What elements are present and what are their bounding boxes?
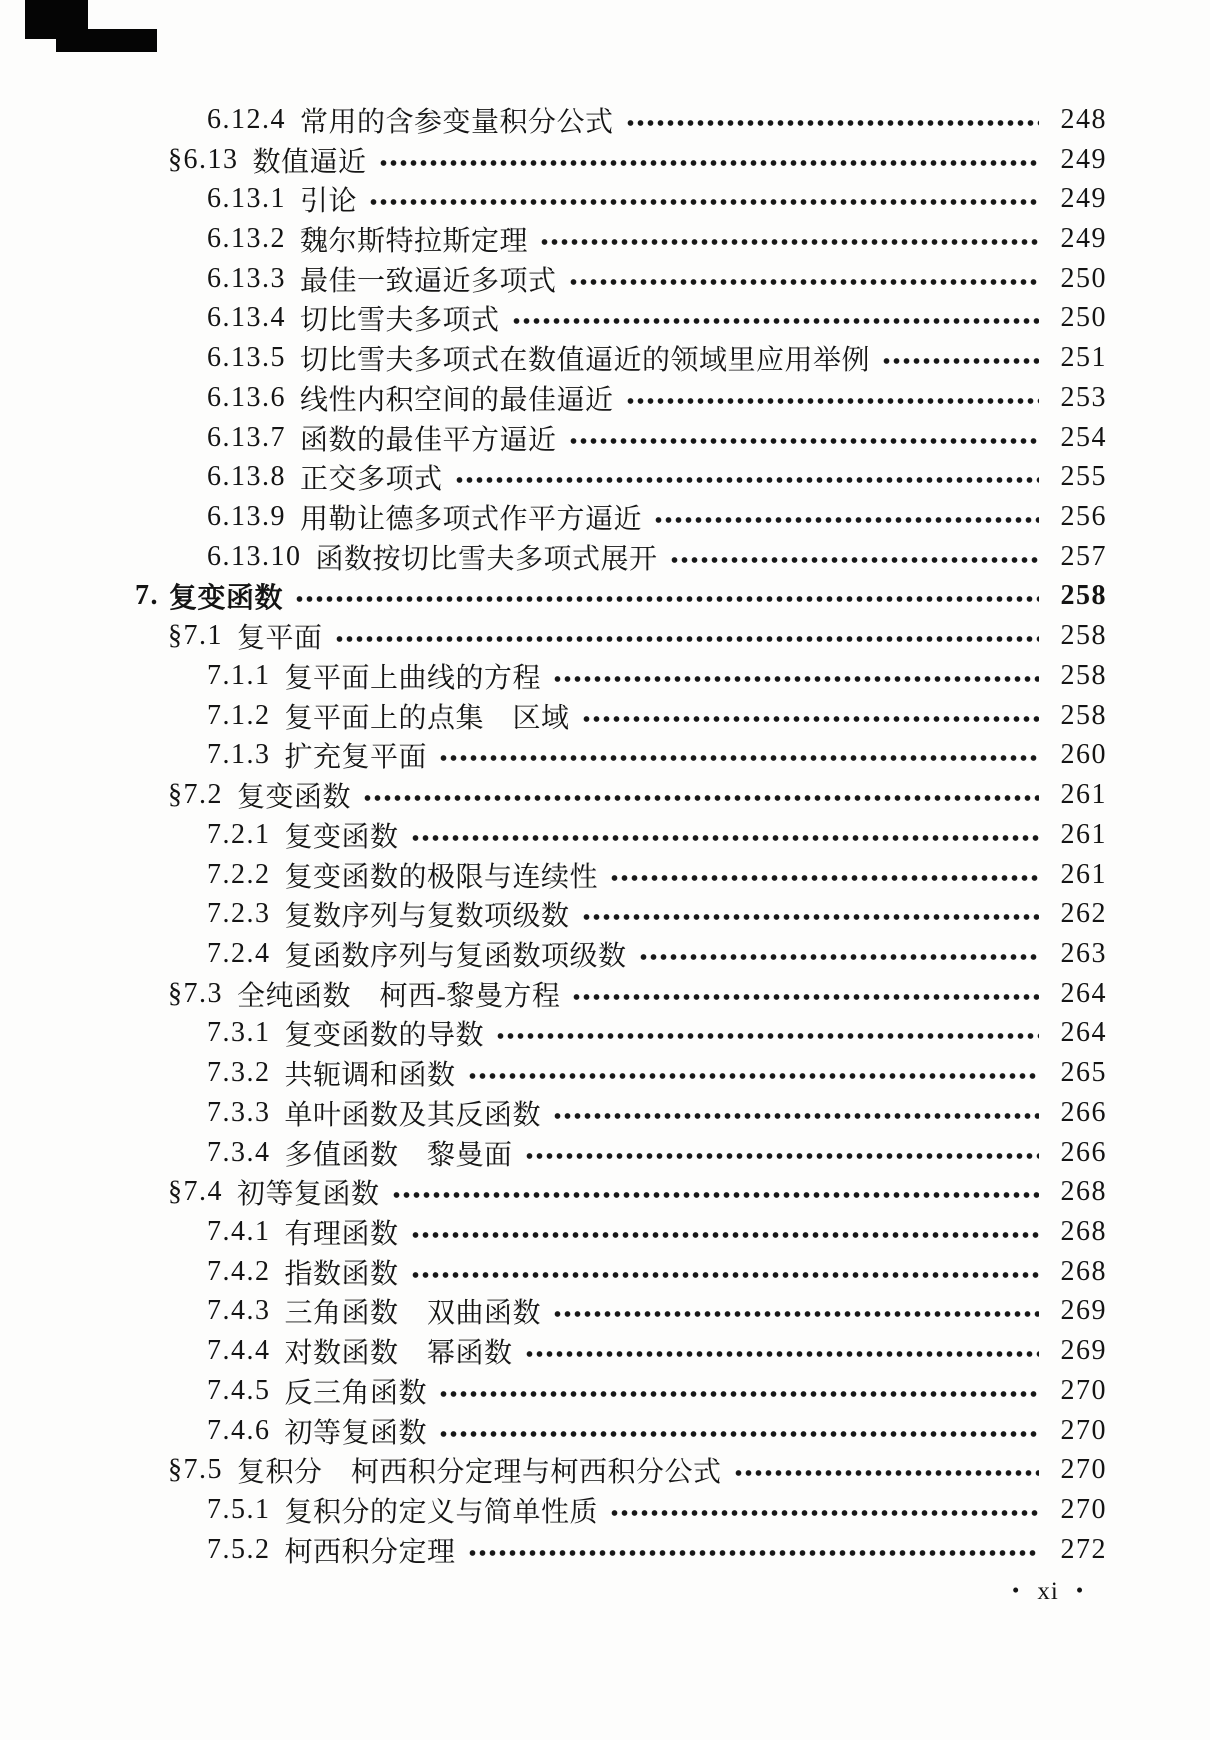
entry-number: 7.5.1 bbox=[207, 1494, 271, 1526]
entry-number: 7.4.2 bbox=[207, 1255, 271, 1287]
entry-title: 数值逼近 bbox=[252, 146, 367, 178]
entry-title: 三角函数 双曲函数 bbox=[284, 1298, 542, 1330]
entry-page: 250 bbox=[1060, 302, 1107, 334]
entry-title: 复函数序列与复函数项级数 bbox=[284, 940, 627, 972]
entry-page: 249 bbox=[1060, 223, 1107, 255]
entry-title: 多值函数 黎曼面 bbox=[284, 1139, 513, 1171]
toc-entry bbox=[135, 616, 1107, 656]
entry-title: 复平面上的点集 区域 bbox=[284, 702, 570, 734]
dot-leader bbox=[411, 1231, 1039, 1239]
entry-number: 7.5.2 bbox=[207, 1533, 271, 1565]
entry-number: 7.1.3 bbox=[207, 739, 271, 771]
entry-title: 扩充复平面 bbox=[284, 742, 428, 774]
entry-number: 7.1.1 bbox=[207, 659, 271, 691]
entry-title: 复变函数 bbox=[169, 583, 284, 615]
entry-number: 6.13.5 bbox=[207, 342, 286, 374]
entry-number: 7.2.2 bbox=[207, 858, 271, 890]
toc-entry bbox=[135, 1053, 1107, 1093]
entry-page: 263 bbox=[1060, 937, 1107, 969]
dot-leader bbox=[525, 1350, 1039, 1358]
dot-leader bbox=[392, 1191, 1039, 1199]
toc-entry bbox=[135, 815, 1107, 855]
entry-title: 复变函数 bbox=[284, 821, 399, 853]
toc-entry bbox=[135, 100, 1107, 140]
dot-leader bbox=[439, 1390, 1039, 1398]
toc-entry bbox=[135, 1212, 1107, 1252]
entry-title: 初等复函数 bbox=[237, 1179, 380, 1211]
entry-number: 6.13.4 bbox=[207, 302, 286, 334]
dot-leader bbox=[626, 397, 1039, 405]
dot-leader bbox=[610, 1509, 1039, 1517]
toc-entry bbox=[135, 1252, 1107, 1292]
dot-leader bbox=[639, 953, 1039, 961]
toc-entry bbox=[135, 457, 1107, 497]
entry-number: §7.1 bbox=[168, 620, 223, 652]
toc-entry bbox=[135, 1530, 1107, 1570]
dot-leader bbox=[626, 119, 1039, 127]
footer-bullet-right-icon: • bbox=[1075, 1577, 1085, 1602]
entry-page: 256 bbox=[1060, 501, 1107, 533]
entry-title: 共轭调和函数 bbox=[284, 1060, 456, 1092]
entry-page: 261 bbox=[1060, 779, 1107, 811]
entry-number: 7.2.3 bbox=[207, 898, 271, 930]
entry-number: 7.3.4 bbox=[207, 1136, 271, 1168]
toc-entry bbox=[135, 1014, 1107, 1054]
entry-number: 7. bbox=[135, 580, 159, 612]
toc-entry bbox=[135, 1133, 1107, 1173]
entry-number: 7.4.5 bbox=[207, 1374, 271, 1406]
entry-number: 6.13.8 bbox=[207, 461, 286, 493]
dot-leader bbox=[439, 754, 1039, 762]
entry-number: 6.13.7 bbox=[207, 421, 286, 453]
dot-leader bbox=[540, 238, 1039, 246]
entry-title: 单叶函数及其反函数 bbox=[284, 1099, 542, 1131]
entry-title: 用勒让德多项式作平方逼近 bbox=[300, 504, 643, 536]
entry-title: 引论 bbox=[300, 186, 358, 218]
entry-number: 6.12.4 bbox=[207, 103, 286, 135]
entry-title: 魏尔斯特拉斯定理 bbox=[300, 226, 529, 258]
toc-entry bbox=[135, 219, 1107, 259]
entry-title: 最佳一致逼近多项式 bbox=[300, 265, 557, 297]
entry-number: 7.4.3 bbox=[207, 1295, 271, 1327]
entry-page: 249 bbox=[1060, 143, 1107, 175]
dot-leader bbox=[363, 794, 1039, 802]
entry-page: 270 bbox=[1060, 1414, 1107, 1446]
entry-title: 常用的含参变量积分公式 bbox=[300, 106, 614, 138]
entry-number: 7.2.1 bbox=[207, 818, 271, 850]
dot-leader bbox=[670, 556, 1039, 564]
toc-entry bbox=[135, 497, 1107, 537]
toc-entry bbox=[135, 418, 1107, 458]
entry-page: 262 bbox=[1060, 898, 1107, 930]
entry-page: 249 bbox=[1060, 183, 1107, 215]
dot-leader bbox=[468, 1072, 1039, 1080]
toc-entry bbox=[135, 855, 1107, 895]
toc-entry bbox=[135, 775, 1107, 815]
entry-page: 272 bbox=[1060, 1533, 1107, 1565]
toc-entry bbox=[135, 1331, 1107, 1371]
toc-entry bbox=[135, 934, 1107, 974]
entry-page: 269 bbox=[1060, 1295, 1107, 1327]
dot-leader bbox=[455, 476, 1039, 484]
entry-title: 复平面上曲线的方程 bbox=[284, 662, 542, 694]
entry-number: 6.13.1 bbox=[207, 183, 286, 215]
page-footer bbox=[1012, 1578, 1084, 1606]
entry-title: 复变函数的极限与连续性 bbox=[284, 861, 599, 893]
toc-entry bbox=[135, 259, 1107, 299]
entry-title: 柯西积分定理 bbox=[284, 1536, 456, 1568]
dot-leader bbox=[553, 1310, 1039, 1318]
entry-number: 7.4.4 bbox=[207, 1335, 271, 1367]
toc-entry bbox=[135, 577, 1107, 617]
entry-title: 初等复函数 bbox=[284, 1417, 428, 1449]
entry-number: 6.13.6 bbox=[207, 381, 286, 413]
entry-number: 7.3.2 bbox=[207, 1057, 271, 1089]
entry-page: 264 bbox=[1060, 1017, 1107, 1049]
entry-page: 270 bbox=[1060, 1494, 1107, 1526]
entry-number: 7.4.6 bbox=[207, 1414, 271, 1446]
entry-title: 有理函数 bbox=[284, 1218, 399, 1250]
entry-number: 6.13.3 bbox=[207, 262, 286, 294]
entry-page: 268 bbox=[1060, 1176, 1107, 1208]
entry-number: 7.3.3 bbox=[207, 1096, 271, 1128]
entry-number: 6.13.9 bbox=[207, 501, 286, 533]
entry-title: 复积分的定义与简单性质 bbox=[284, 1497, 599, 1529]
entry-page: 266 bbox=[1060, 1136, 1107, 1168]
entry-page: 258 bbox=[1060, 699, 1107, 731]
entry-page: 260 bbox=[1060, 739, 1107, 771]
entry-page: 261 bbox=[1060, 818, 1107, 850]
dot-leader bbox=[882, 357, 1039, 365]
dot-leader bbox=[569, 278, 1039, 286]
dot-leader bbox=[569, 437, 1039, 445]
dot-leader bbox=[553, 675, 1039, 683]
dot-leader bbox=[512, 317, 1039, 325]
entry-number: 7.4.1 bbox=[207, 1215, 271, 1247]
entry-title: 切比雪夫多项式 bbox=[300, 305, 500, 337]
entry-page: 266 bbox=[1060, 1096, 1107, 1128]
toc-entry bbox=[135, 1172, 1107, 1212]
entry-title: 切比雪夫多项式在数值逼近的领域里应用举例 bbox=[300, 345, 871, 377]
toc-entry bbox=[135, 140, 1107, 180]
toc-entry bbox=[135, 1371, 1107, 1411]
toc-entry bbox=[135, 1292, 1107, 1332]
dot-leader bbox=[379, 159, 1039, 167]
entry-number: 7.2.4 bbox=[207, 937, 271, 969]
dot-leader bbox=[582, 913, 1039, 921]
dot-leader bbox=[295, 595, 1039, 603]
entry-page: 258 bbox=[1060, 580, 1107, 612]
entry-title: 对数函数 幂函数 bbox=[284, 1338, 513, 1370]
entry-title: 线性内积空间的最佳逼近 bbox=[300, 384, 614, 416]
entry-title: 复平面 bbox=[237, 623, 323, 655]
entry-title: 复变函数 bbox=[237, 782, 352, 814]
dot-leader bbox=[411, 1271, 1039, 1279]
entry-page: 250 bbox=[1060, 262, 1107, 294]
entry-number: §6.13 bbox=[168, 143, 239, 175]
entry-page: 270 bbox=[1060, 1454, 1107, 1486]
toc-entry bbox=[135, 537, 1107, 577]
entry-title: 复变函数的导数 bbox=[284, 1020, 485, 1052]
entry-title: 全纯函数 柯西-黎曼方程 bbox=[237, 980, 561, 1012]
entry-title: 函数的最佳平方逼近 bbox=[300, 424, 557, 456]
toc-entry bbox=[135, 1411, 1107, 1451]
entry-title: 正交多项式 bbox=[300, 464, 443, 496]
dot-leader bbox=[468, 1549, 1039, 1557]
entry-page: 253 bbox=[1060, 381, 1107, 413]
entry-number: §7.5 bbox=[168, 1454, 223, 1486]
entry-page: 264 bbox=[1060, 977, 1107, 1009]
entry-page: 268 bbox=[1060, 1215, 1107, 1247]
entry-page: 258 bbox=[1060, 620, 1107, 652]
dot-leader bbox=[572, 993, 1039, 1001]
dot-leader bbox=[582, 715, 1039, 723]
entry-number: 6.13.10 bbox=[207, 540, 302, 572]
toc-entry bbox=[135, 1093, 1107, 1133]
dot-leader bbox=[439, 1430, 1039, 1438]
toc-entry bbox=[135, 894, 1107, 934]
entry-number: §7.2 bbox=[168, 779, 223, 811]
toc-entry bbox=[135, 696, 1107, 736]
dot-leader bbox=[335, 635, 1039, 643]
toc-entry bbox=[135, 1490, 1107, 1530]
toc-entry bbox=[135, 299, 1107, 339]
scan-artifact-top-left-2 bbox=[56, 29, 157, 52]
entry-page: 269 bbox=[1060, 1335, 1107, 1367]
entry-title: 反三角函数 bbox=[284, 1377, 428, 1409]
toc-entry bbox=[135, 378, 1107, 418]
toc-entry bbox=[135, 974, 1107, 1014]
toc-entry bbox=[135, 338, 1107, 378]
entry-number: 7.3.1 bbox=[207, 1017, 271, 1049]
dot-leader bbox=[411, 834, 1039, 842]
entry-number: §7.4 bbox=[168, 1176, 223, 1208]
toc-entry bbox=[135, 656, 1107, 696]
toc-entry bbox=[135, 179, 1107, 219]
entry-page: 270 bbox=[1060, 1374, 1107, 1406]
entry-page: 248 bbox=[1060, 103, 1107, 135]
footer-bullet-left-icon: • bbox=[1012, 1577, 1021, 1602]
entry-page: 257 bbox=[1060, 540, 1107, 572]
toc-list bbox=[135, 100, 1107, 1570]
dot-leader bbox=[369, 198, 1039, 206]
entry-page: 258 bbox=[1060, 659, 1107, 691]
dot-leader bbox=[734, 1469, 1039, 1477]
entry-title: 复积分 柯西积分定理与柯西积分公式 bbox=[237, 1457, 722, 1489]
entry-page: 265 bbox=[1060, 1057, 1107, 1089]
entry-page: 255 bbox=[1060, 461, 1107, 493]
dot-leader bbox=[610, 874, 1039, 882]
toc-entry bbox=[135, 736, 1107, 776]
entry-title: 指数函数 bbox=[284, 1258, 399, 1290]
footer-page-number: xi bbox=[1037, 1578, 1059, 1605]
dot-leader bbox=[553, 1112, 1039, 1120]
entry-page: 261 bbox=[1060, 858, 1107, 890]
entry-number: 7.1.2 bbox=[207, 699, 271, 731]
dot-leader bbox=[496, 1032, 1039, 1040]
entry-page: 268 bbox=[1060, 1255, 1107, 1287]
entry-number: 6.13.2 bbox=[207, 223, 286, 255]
dot-leader bbox=[525, 1152, 1039, 1160]
entry-page: 251 bbox=[1060, 342, 1107, 374]
toc-entry bbox=[135, 1450, 1107, 1490]
entry-number: §7.3 bbox=[168, 977, 223, 1009]
entry-title: 复数序列与复数项级数 bbox=[284, 901, 570, 933]
entry-page: 254 bbox=[1060, 421, 1107, 453]
dot-leader bbox=[654, 516, 1039, 524]
entry-title: 函数按切比雪夫多项式展开 bbox=[315, 543, 658, 575]
